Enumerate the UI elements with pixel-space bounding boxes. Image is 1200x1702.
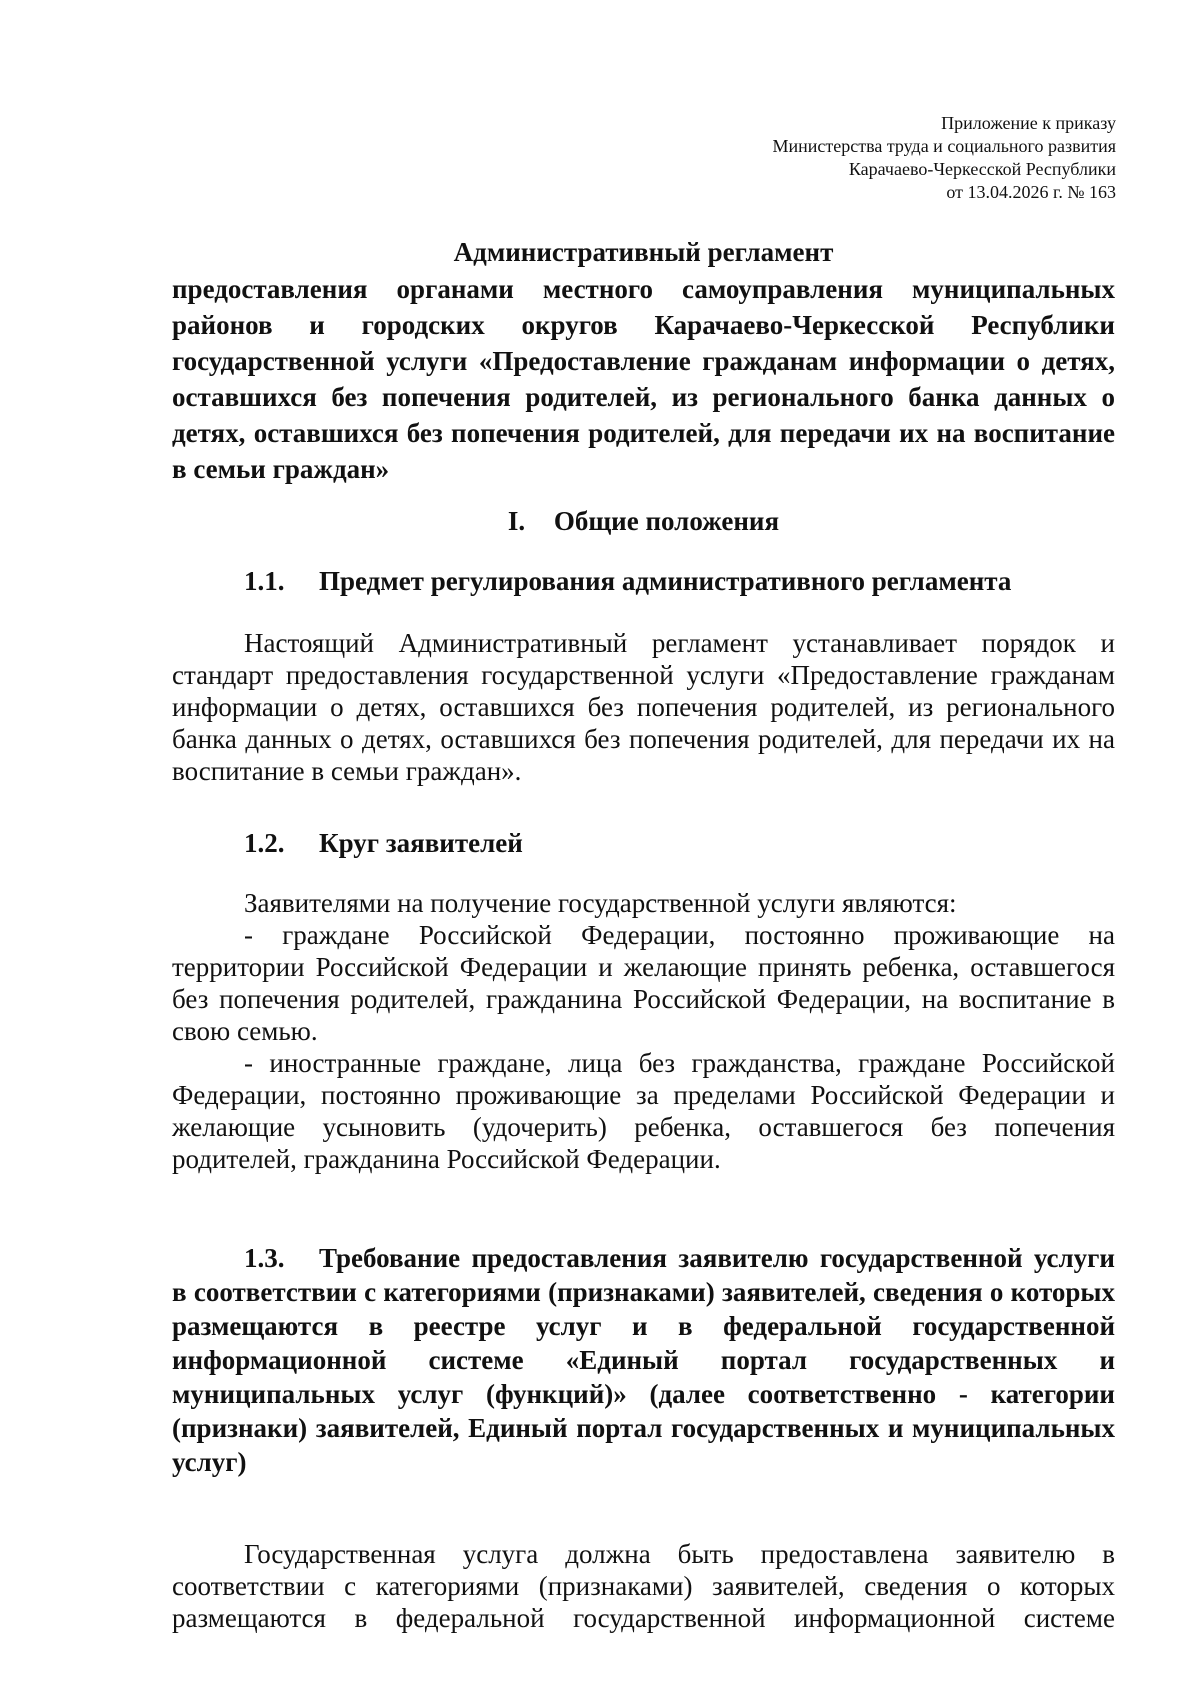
subsection-1-2-title: Круг заявителей xyxy=(319,828,523,858)
annex-line-1: Приложение к приказу xyxy=(941,113,1116,133)
section-1-title: Общие положения xyxy=(553,506,780,536)
annex-line-2: Министерства труда и социального развития xyxy=(772,136,1116,156)
subsection-1-3-number: 1.3. xyxy=(244,1243,285,1273)
subsection-1-2-number: 1.2. xyxy=(244,828,285,858)
subsection-1-3-heading xyxy=(172,1241,1115,1479)
subsection-1-1-paragraph: Настоящий Административный регламент устанавливает порядок и стандарт предоставления государственной услуги «Предоставление гражданам информации о детях, оставшихся без попечения родителей, из регионального банка данных о детях, оставшихся без попечения родителей, для передачи их на воспитание в семьи граждан». xyxy=(172,628,1115,786)
annex-line-3: Карачаево-Черкесской Республики xyxy=(848,159,1116,179)
subsection-1-1-title: Предмет регулирования административного регламента xyxy=(319,566,1012,596)
applicants-item-2: - иностранные граждане, лица без гражданства, граждане Российской Федерации, постоянно проживающие за пределами Российской Федерации и желающие усыновить (удочерить) ребенка, оставшегося без попечения родителей, гражданина Российской Федерации. xyxy=(172,1048,1115,1174)
annex-block xyxy=(772,112,1116,204)
title-main: Административный регламент xyxy=(453,237,834,267)
subsection-1-1-heading xyxy=(244,563,1114,599)
subsection-1-3-body xyxy=(172,1538,1115,1634)
document-title xyxy=(172,234,1115,487)
subsection-1-3-title: Требование предоставления заявителю государственной услуги в соответствии с категориями (признаками) заявителей, сведения о которых размещаются в реестре услуг и в федеральной государственной информационной системе «Единый портал государственных и муниципальных услуг (функций)» (далее соответственно - категории (признаки) заявителей, Единый портал государственных и муниципальных услуг) xyxy=(172,1243,1115,1477)
applicants-item-1: - граждане Российской Федерации, постоянно проживающие на территории Российской Федерации и желающие принять ребенка, оставшегося без попечения родителей, гражданина Российской Федерации, на воспитание в свою семью. xyxy=(172,920,1115,1046)
subsection-1-3-paragraph: Государственная услуга должна быть предоставлена заявителю в соответствии с категориями (признаками) заявителей, сведения о которых размещаются в федеральной государственной информационной системе xyxy=(172,1539,1115,1633)
subsection-1-1-number: 1.1. xyxy=(244,566,285,596)
applicants-intro: Заявителями на получение государственной услуги являются: xyxy=(244,888,957,918)
section-1-number: I. xyxy=(507,506,526,536)
subsection-1-2-heading xyxy=(244,825,1114,861)
subsection-1-2-body xyxy=(172,887,1115,1175)
section-1-heading xyxy=(172,503,1115,539)
annex-line-4: от 13.04.2026 г. № 163 xyxy=(946,182,1116,202)
title-body: предоставления органами местного самоуправления муниципальных районов и городских округов Карачаево-Черкесской Республики государственной услуги «Предоставление гражданам информации о детях, оставшихся без попечения родителей, из регионального банка данных о детях, оставшихся без попечения родителей, для передачи их на воспитание в семьи граждан» xyxy=(172,274,1115,484)
subsection-1-1-body xyxy=(172,627,1115,787)
